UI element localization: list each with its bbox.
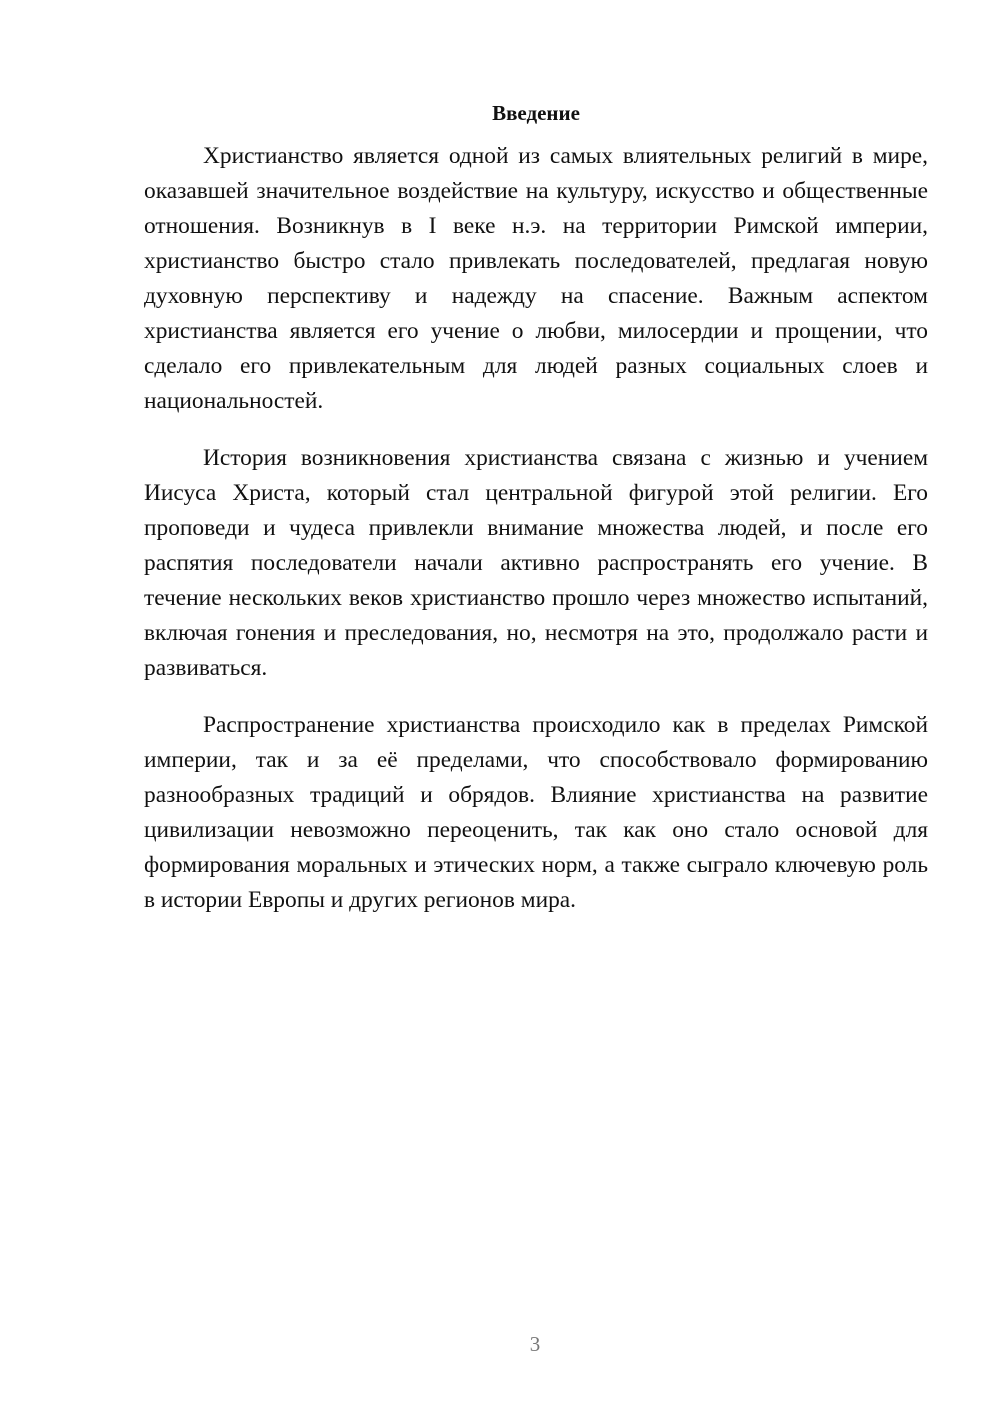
section-title: Введение — [492, 101, 580, 125]
paragraph: Распространение христианства происходило как в пределах Римской империи, так и за её пределами, что способствовало формированию разнообразных традиций и обрядов. Влияние христианства на развитие цивилизации невозможно переоценить, так как оно стало основой для формирования моральных и этических норм, а также сыграло ключевую роль в истории Европы и других регионов мира. — [144, 712, 928, 913]
paragraph: Христианство является одной из самых влиятельных религий в мире, оказавшей значительное воздействие на культуру, искусство и общественные отношения. Возникнув в I веке н.э. на территории Римской империи, христианство быстро стало привлекать последователей, предлагая новую духовную перспективу и надежду на спасение. Важным аспектом христианства является его учение о любви, милосердии и прощении, что сделало его привлекательным для людей разных социальных слоев и национальностей. — [144, 143, 928, 414]
document-body — [144, 96, 928, 940]
paragraph: История возникновения христианства связана с жизнью и учением Иисуса Христа, который стал центральной фигурой этой религии. Его проповеди и чудеса привлекли внимание множества людей, и после его распятия последователи начали активно распространять его учение. В течение нескольких веков христианство прошло через множество испытаний, включая гонения и преследования, но, несмотря на это, продолжало расти и развиваться. — [144, 445, 928, 681]
page-number: 3 — [529, 1332, 541, 1356]
